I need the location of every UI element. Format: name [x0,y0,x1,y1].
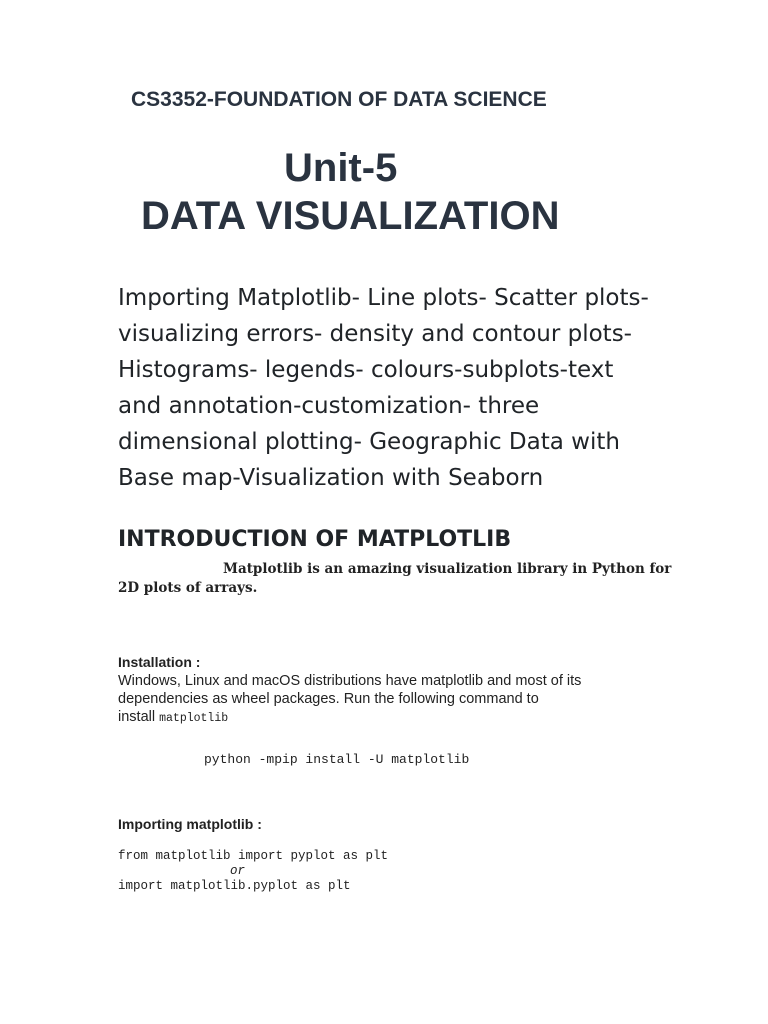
syllabus-topics [118,280,718,496]
syllabus-line: Base map-Visualization with Seaborn [118,465,544,491]
installation-line [118,708,638,728]
unit-subtitle: DATA VISUALIZATION [141,194,560,238]
course-title: CS3352-FOUNDATION OF DATA SCIENCE [131,88,547,111]
introduction-heading: INTRODUCTION OF MATPLOTLIB [118,527,512,552]
installation-paragraph [118,672,638,728]
inline-code-matplotlib: matplotlib [159,712,229,725]
syllabus-line: and annotation-customization- three [118,393,540,419]
syllabus-line: Importing Matplotlib- Line plots- Scatter plots- [118,285,649,311]
syllabus-line: visualizing errors- density and contour plots- [118,321,632,347]
unit-title: Unit-5 [284,146,398,190]
introduction-paragraph [118,560,672,598]
installation-line: dependencies as wheel packages. Run the following command to [118,691,539,707]
code-or: or [230,864,246,878]
installation-line: Windows, Linux and macOS distributions have matplotlib and most of its [118,673,582,689]
code-line: from matplotlib import pyplot as plt [118,849,389,863]
installation-heading: Installation : [118,654,201,670]
syllabus-line: dimensional plotting- Geographic Data with [118,429,620,455]
code-line: import matplotlib.pyplot as plt [118,879,351,893]
installation-line-text: install [118,709,160,725]
importing-heading: Importing matplotlib : [118,816,262,832]
import-code-block [118,849,388,894]
syllabus-line: Histograms- legends- colours-subplots-text [118,357,614,383]
introduction-line: 2D plots of arrays. [118,580,258,596]
install-command: python -mpip install -U matplotlib [204,752,470,767]
introduction-line: Matplotlib is an amazing visualization library in Python for [223,561,672,577]
